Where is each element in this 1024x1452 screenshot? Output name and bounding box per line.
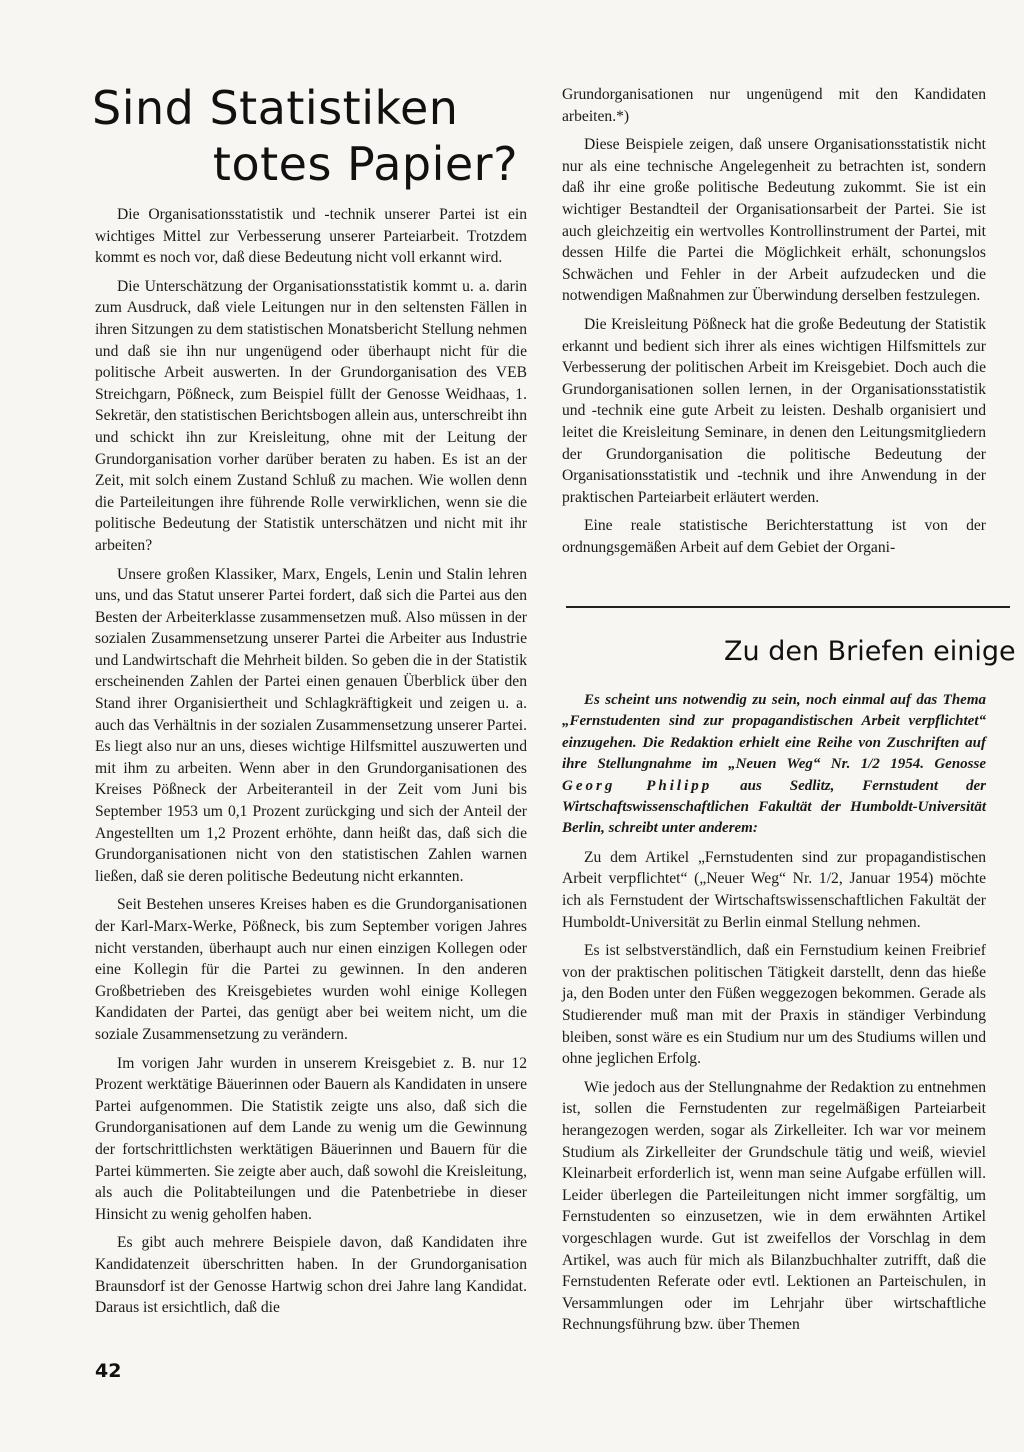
article-paragraph-4: Seit Bestehen unseres Kreises haben es die Grundorganisationen der Karl-Marx-Werke, Pößneck, bis zum September vorigen Jahres nicht verstanden, überhaupt auch nur einen einzigen Kollegen oder eine Kollegin für die Partei zu gewinnen. In den anderen Großbetrieben des Kreisgebietes wurden wohl einige Kollegen Kandidaten der Partei, das genügt aber bei weitem nicht, um die soziale Zusammensetzung zu verändern.: [95, 896, 527, 1043]
article-right-column: [562, 84, 986, 565]
letters-column: [562, 690, 986, 1343]
letters-intro-part-1: Es scheint uns notwendig zu sein, noch einmal auf das Thema „Fernstudenten sind zur propagandistischen Arbeit verpflichtet“ einzugehen. Die Redaktion erhielt eine Reihe von Zuschriften auf ihre Stellungnahme im „Neuen Weg“ Nr. 1/2 1954. Genosse: [562, 692, 986, 773]
letter-paragraph-2: Es ist selbstverständlich, daß ein Fernstudium keinen Freibrief von der praktischen politischen Tätigkeit darstellt, denn das hieße ja, den Boden unter den Füßen weggezogen bekommen. Gerade als Studierender muß man mit der Praxis in ständiger Verbindung bleiben, sonst wäre es ein Studium nur um des Studiums willen und ohne jeglichen Erfolg.: [562, 942, 986, 1068]
letters-intro-part-2: aus Sedlitz, Fernstudent der Wirtschaftswissenschaftlichen Fakultät der Humboldt-Universität Berlin, schreibt unter anderem:: [562, 777, 986, 837]
letter-paragraph-1: Zu dem Artikel „Fernstudenten sind zur propagandistischen Arbeit verpflichtet“ („Neuer Weg“ Nr. 1/2, Januar 1954) möchte ich als Fernstudent der Wirtschaftswissenschaftlichen Fakultät der Humboldt-Universität zu Berlin einmal Stellung nehmen.: [562, 848, 986, 931]
article-continuation: Grundorganisationen nur ungenügend mit den Kandidaten arbeiten.*): [562, 86, 986, 125]
letters-intro-author: Georg Philipp: [562, 777, 713, 794]
article-title-line-1: Sind Statistiken: [92, 81, 459, 135]
article-paragraph-2: Die Unterschätzung der Organisationsstatistik kommt u. a. darin zum Ausdruck, daß viele Leitungen nur in den seltensten Fällen in ihren Sitzungen zu dem statistischen Monatsbericht Stellung nehmen und daß sie ihn nur ungenügend oder überhaupt nicht für die politische Arbeit auswerten. In der Grundorganisation des VEB Streichgarn, Pößneck, zum Beispiel füllt der Genosse Weidhaas, 1. Sekretär, den statistischen Berichtsbogen allein aus, unterschreibt ihn und schickt ihn zur Kreisleitung, ohne mit der Leitung der Grundorganisation vorher darüber beraten zu haben. Es ist an der Zeit, mit solch einem Zustand Schluß zu machen. Wie wollen denn die Parteileitungen ihre führende Rolle verwirklichen, wenn sie die politische Bedeutung der Statistik unterschätzen und nicht mit ihr arbeiten?: [95, 277, 527, 554]
article-paragraph-1: Die Organisationsstatistik und -technik unserer Partei ist ein wichtiges Mittel zur Verbesserung unserer Parteiarbeit. Trotzdem kommt es noch vor, daß diese Bedeutung nicht voll erkannt wird.: [95, 206, 527, 267]
article-paragraph-5: Im vorigen Jahr wurden in unserem Kreisgebiet z. B. nur 12 Prozent werktätige Bäuerinnen oder Bauern als Kandidaten in unsere Partei aufgenommen. Die Statistik zeigte uns also, daß sich die Grundorganisationen auf dem Lande zu wenig um die Gewinnung der fortschrittlichsten werktätigen Bäuerinnen und Bauern für die Partei kümmerten. Sie zeigte aber auch, daß sowohl die Kreisleitung, als auch die Politabteilungen und die Patenbetriebe in dieser Hinsicht zu wenig geholfen haben.: [95, 1054, 527, 1223]
article-paragraph-7: Diese Beispiele zeigen, daß unsere Organisationsstatistik nicht nur als eine technische Angelegenheit zu betrachten ist, sondern daß ihr eine große politische Bedeutung zukommt. Sie ist ein wichtiger Bestandteil der Organisationsarbeit der Partei. Sie ist auch gleichzeitig ein wertvolles Kontrollinstrument der Partei, mit dessen Hilfe die Partei die Möglichkeit erhält, schonungslos Schwächen und Fehler in der Arbeit aufzudecken und die notwendigen Maßnahmen zur Überwindung derselben festzulegen.: [562, 136, 986, 305]
article-paragraph-8: Die Kreisleitung Pößneck hat die große Bedeutung der Statistik erkannt und bedient sich ihrer als eines wichtigen Hilfsmittels zur Verbesserung der politischen Arbeit im Kreisgebiet. Doch auch die Grundorganisationen sollen lernen, in der Organisationsstatistik und -technik eine gute Arbeit zu leisten. Deshalb organisiert und leitet die Kreisleitung Seminare, in denen den Leitungsmitgliedern der Grundorganisation die politische Bedeutung der Organisationsstatistik und -technik und ihre Anwendung in der praktischen Parteiarbeit erläutert werden.: [562, 315, 986, 506]
article-title-line-2: totes Papier?: [212, 137, 518, 191]
letters-intro: [562, 690, 986, 840]
page-number: 42: [95, 1360, 122, 1382]
article-left-column: [95, 204, 527, 1326]
article-paragraph-3: Unsere großen Klassiker, Marx, Engels, Lenin und Stalin lehren uns, und das Statut unserer Partei fordert, daß sich die Partei aus den Besten der Arbeiterklasse zusammensetzen muß. Also müssen in der sozialen Zusammensetzung unserer Partei die Arbeiter aus Industrie und Landwirtschaft die Mehrheit bilden. So geben die in der Statistik erscheinenden Zahlen der Partei einen genauen Überblick über den Stand ihrer Organisiertheit und Schlagkräftigkeit und zeigen u. a. auch das Verhältnis in der sozialen Zusammensetzung unserer Partei. Es liegt also nur an uns, dieses wichtige Hilfsmittel auszuwerten und mit ihm zu arbeiten. Wenn aber in den Grundorganisationen des Kreises Pößneck der Arbeiteranteil in der Zeit vom Juni bis September 1953 um 0,1 Prozent zurückging und sich der Anteil der Angestellten um 1,2 Prozent erhöhte, dann heißt das, daß sich die Grundorganisationen nicht von den statistischen Zahlen warnen ließen, daß sie deren politische Bedeutung nicht erkannten.: [95, 565, 527, 885]
letter-paragraph-3: Wie jedoch aus der Stellungnahme der Redaktion zu entnehmen ist, sollen die Fernstudenten zur regelmäßigen Parteiarbeit herangezogen werden, sogar als Zirkelleiter. Ich war vor meinem Studium als Zirkelleiter der Grundschule tätig und weiß, wieviel Kleinarbeit erforderlich ist, wenn man seine Aufgabe erfüllen will. Leider überlegen die Parteileitungen nicht immer sorgfältig, um Fernstudenten so einzusetzen, wie in dem erwähnten Artikel vorgeschlagen wurde. Gut ist zweifellos der Vorschlag in dem Artikel, was auch für mich als Bilanzbuchhalter zutrifft, daß die Fernstudenten Referate oder evtl. Lektionen an Parteischulen, in Versammlungen oder im Lehrjahr über wirtschaftliche Rechnungsführung bzw. über Themen: [562, 1078, 986, 1334]
section-divider: [566, 606, 1010, 608]
article-paragraph-6: Es gibt auch mehrere Beispiele davon, daß Kandidaten ihre Kandidatenzeit überschritten haben. In der Grundorganisation Braunsdorf ist der Genosse Hartwig schon drei Jahre lang Kandidat. Daraus ist ersichtlich, daß die: [95, 1234, 527, 1317]
letters-heading: Zu den Briefen einige: [724, 636, 1016, 667]
article-paragraph-9: Eine reale statistische Berichterstattung ist von der ordnungsgemäßen Arbeit auf dem Gebiet der Organi-: [562, 517, 986, 556]
article-title: [92, 80, 522, 192]
